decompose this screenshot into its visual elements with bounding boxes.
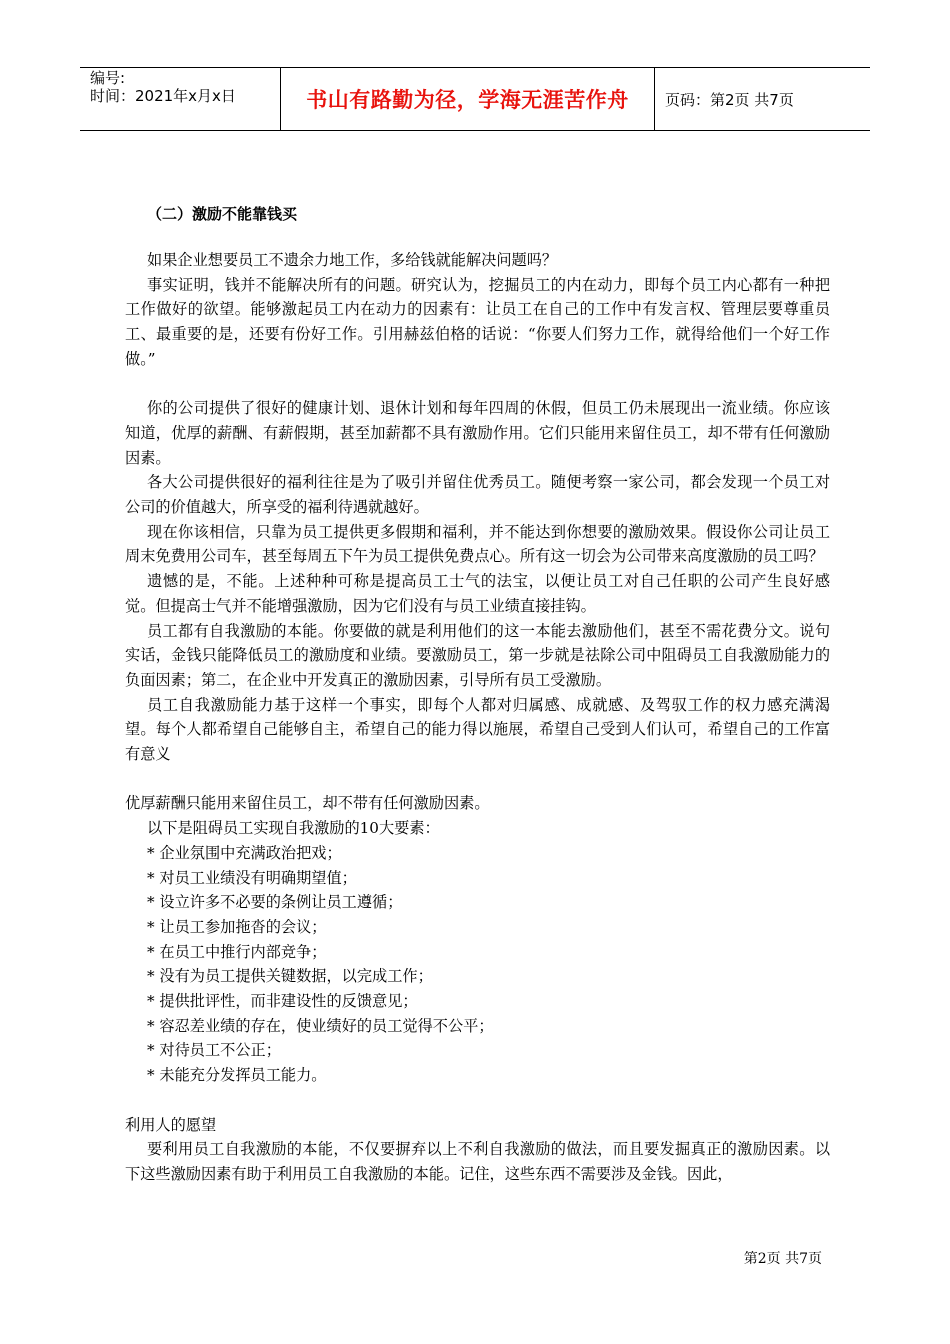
header-motto: 书山有路勤为径，学海无涯苦作舟 [281, 68, 655, 130]
subheading: 优厚薪酬只能用来留住员工，却不带有任何激励因素。 [125, 794, 490, 813]
paragraph: 各大公司提供很好的福利往往是为了吸引并留住优秀员工。随便考察一家公司，都会发现一个员工对公司的价值越大，所享受的福利待遇就越好。 [125, 473, 830, 517]
header-page-info: 页码：第2页 共7页 [665, 90, 794, 109]
header-meta-cell [80, 68, 281, 130]
list-item: * 让员工参加拖沓的会议； [147, 917, 327, 936]
page-footer: 第2页 共7页 [743, 1251, 822, 1267]
list-item: * 设立许多不必要的条例让员工遵循； [147, 893, 403, 912]
paragraph: 事实证明，钱并不能解决所有的问题。研究认为，挖掘员工的内在动力，即每个员工内心都有一种把工作做好的欲望。能够激起员工内在动力的因素有：让员工在自己的工作中有发言权、管理层要尊重员工、最重要的是，还要有份好工作。引用赫兹伯格的话说：“你要人们努力工作，就得给他们一个好工作做。” [125, 275, 830, 368]
paragraph: 要利用员工自我激励的本能，不仅要摒弃以上不利自我激励的做法，而且要发掘真正的激励因素。以下这些激励因素有助于利用员工自我激励的本能。记住，这些东西不需要涉及金钱。因此， [125, 1140, 830, 1183]
page-header [80, 67, 870, 131]
paragraph: 员工自我激励能力基于这样一个事实，即每个人都对归属感、成就感、及驾驭工作的权力感充满渴望。每个人都希望自己能够自主，希望自己的能力得以施展，希望自己受到人们认可，希望自己的工作富有意义 [125, 695, 830, 764]
list-intro: 以下是阻碍员工实现自我激励的10大要素： [147, 819, 440, 838]
paragraph: 遗憾的是，不能。上述种种可称是提高员工士气的法宝，以便让员工对自己任职的公司产生良好感觉。但提高士气并不能增强激励，因为它们没有与员工业绩直接挂钩。 [125, 572, 830, 615]
list-item: * 容忍差业绩的存在，使业绩好的员工觉得不公平； [147, 1016, 494, 1035]
list-item: * 对员工业绩没有明确期望值； [147, 868, 357, 887]
factor-list [125, 841, 830, 1088]
list-item: * 提供批评性，而非建设性的反馈意见； [147, 992, 418, 1011]
paragraph: 现在你该相信，只靠为员工提供更多假期和福利，并不能达到你想要的激励效果。假设你公司让员工周末免费用公司车，甚至每周五下午为员工提供免费点心。所有这一切会为公司带来高度激励的员工吗？ [125, 522, 830, 566]
list-item: * 企业氛围中充满政治把戏； [147, 843, 342, 862]
paragraph: 员工都有自我激励的本能。你要做的就是利用他们的这一本能去激励他们，甚至不需花费分文。说句实话，金钱只能降低员工的激励度和业绩。要激励员工，第一步就是祛除公司中阻碍员工自我激励能力的负面因素；第二，在企业中开发真正的激励因素，引导所有员工受激励。 [125, 621, 830, 689]
list-item: * 没有为员工提供关键数据，以完成工作； [147, 967, 433, 986]
list-item: * 在员工中推行内部竞争； [147, 942, 327, 961]
date-line: 时间：2021年x月x日 [90, 87, 236, 105]
code-label: 编号: [90, 69, 126, 87]
list-item: * 未能充分发挥员工能力。 [147, 1066, 327, 1085]
document-body [125, 200, 830, 1187]
paragraph: 你的公司提供了很好的健康计划、退休计划和每年四周的休假，但员工仍未展现出一流业绩。你应该知道，优厚的薪酬、有薪假期，甚至加薪都不具有激励作用。它们只能用来留住员工，却不带有任何激励因素。 [125, 399, 830, 467]
list-item: * 对待员工不公正； [147, 1041, 281, 1060]
spacer [125, 767, 830, 792]
spacer [125, 372, 830, 397]
spacer [125, 1088, 830, 1113]
section-title: （二）激励不能靠钱买 [147, 205, 298, 223]
subheading: 利用人的愿望 [125, 1115, 217, 1134]
paragraph: 如果企业想要员工不遗余力地工作，多给钱就能解决问题吗？ [147, 251, 558, 269]
